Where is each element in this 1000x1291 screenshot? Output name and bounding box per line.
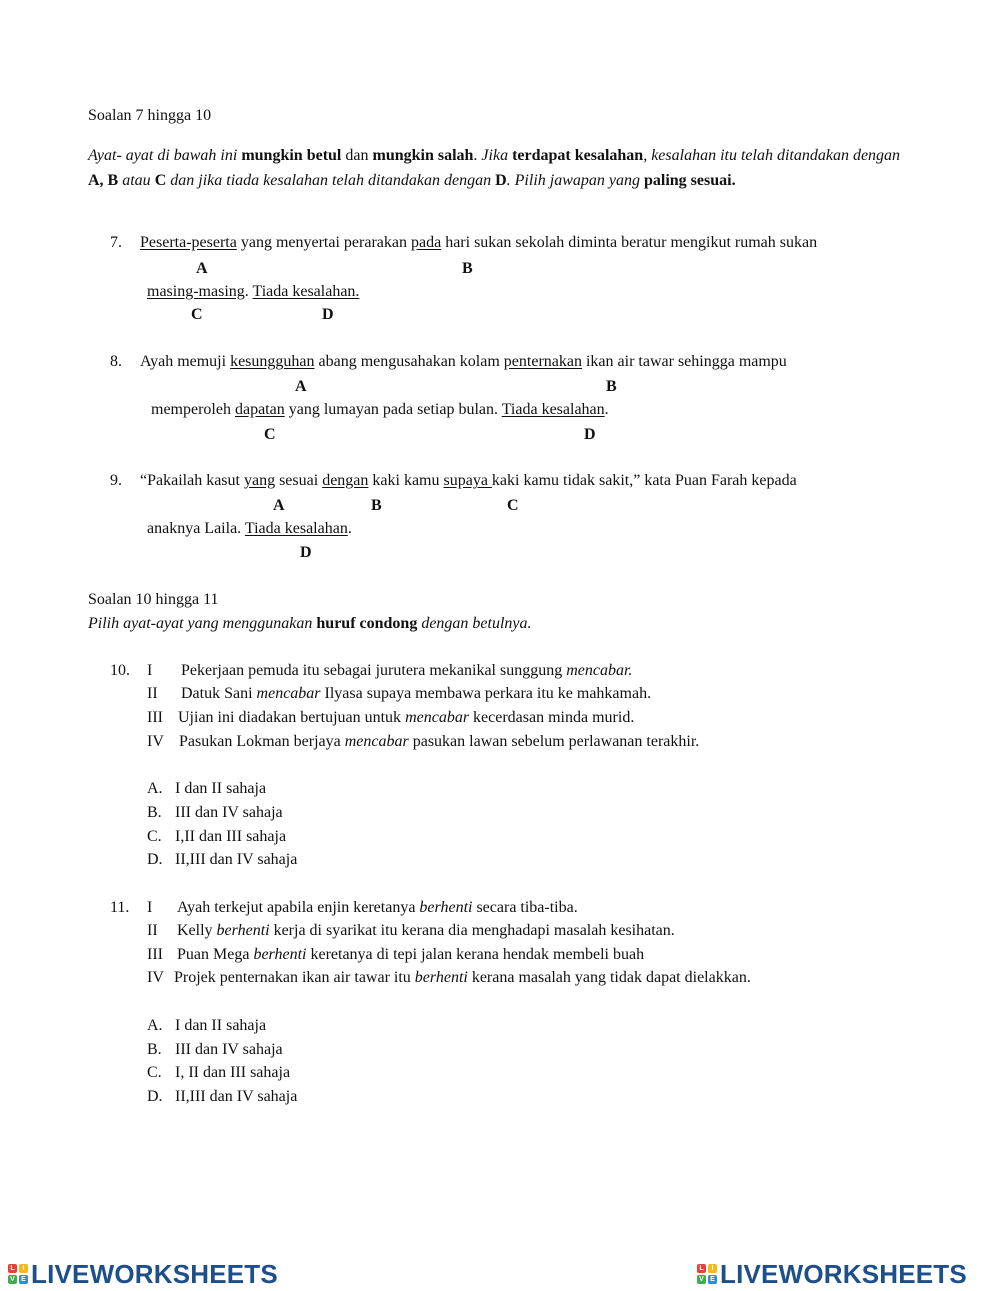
- section-heading-1: Soalan 7 hingga 10: [88, 107, 212, 124]
- option-c-text: masing-masing: [147, 283, 245, 300]
- question-number: 7.: [110, 234, 122, 251]
- option-a-text: yang: [243, 472, 276, 489]
- brand-name: LIVEWORKSHEETS: [720, 1258, 967, 1289]
- instructions-2: Pilih ayat-ayat yang menggunakan huruf condong dengan betulnya.: [88, 615, 532, 632]
- label-a: A: [295, 378, 307, 395]
- answer-option-d[interactable]: D. II,III dan IV sahaja: [147, 851, 298, 868]
- liveworksheets-logo-icon: L I V E: [8, 1264, 28, 1284]
- instructions-1: Ayat- ayat di bawah ini mungkin betul dan mungkin salah. Jika terdapat kesalahan, kesalahan itu telah ditandakan dengan A, B atau C dan jika tiada kesalahan telah ditandakan dengan D. Pilih jawapan yang paling sesuai.: [88, 147, 901, 189]
- answer-option-a[interactable]: A. I dan II sahaja: [147, 780, 267, 797]
- question-number: 9.: [110, 472, 122, 489]
- option-a-text: Peserta-peserta: [140, 234, 237, 251]
- statement-row: III Puan Mega berhenti keretanya di tepi jalan kerana hendak membeli buah: [147, 946, 645, 963]
- label-d: D: [322, 306, 334, 323]
- answer-option-c[interactable]: C. I, II dan III sahaja: [147, 1064, 291, 1081]
- statement-row: I Pekerjaan pemuda itu sebagai jurutera mekanikal sunggung mencabar.: [147, 662, 633, 679]
- question-8-line-2: memperoleh dapatan yang lumayan pada setiap bulan. Tiada kesalahan.: [151, 401, 609, 418]
- label-b: B: [606, 378, 617, 395]
- section-heading-2: Soalan 10 hingga 11: [88, 591, 219, 608]
- statement-row: II Kelly berhenti kerja di syarikat itu kerana dia menghadapi masalah kesihatan.: [147, 922, 675, 939]
- option-d-text: Tiada kesalahan: [244, 520, 348, 537]
- label-b: B: [371, 497, 382, 514]
- question-7-line-2: masing-masing. Tiada kesalahan.: [147, 283, 360, 300]
- liveworksheets-logo-right: [697, 1260, 967, 1288]
- label-c: C: [191, 306, 203, 323]
- answer-option-c[interactable]: C. I,II dan III sahaja: [147, 828, 287, 845]
- question-9-line-1: “Pakailah kasut yang sesuai dengan kaki kamu supaya kaki kamu tidak sakit,” kata Puan Farah kepada: [140, 472, 797, 489]
- question-number: 8.: [110, 353, 122, 370]
- label-d: D: [584, 426, 596, 443]
- label-d: D: [300, 544, 312, 561]
- label-a: A: [273, 497, 285, 514]
- option-d-text: Tiada kesalahan.: [252, 283, 360, 300]
- liveworksheets-logo-left: [8, 1260, 278, 1288]
- label-b: B: [462, 260, 473, 277]
- answer-option-b[interactable]: B. III dan IV sahaja: [147, 804, 283, 821]
- question-8-line-1: Ayah memuji kesungguhan abang mengusahakan kolam penternakan ikan air tawar sehingga mampu: [140, 353, 787, 370]
- brand-name: LIVEWORKSHEETS: [31, 1258, 278, 1289]
- option-b-text: pada: [410, 234, 442, 251]
- statement-row: II Datuk Sani mencabar Ilyasa supaya membawa perkara itu ke mahkamah.: [147, 685, 652, 702]
- label-c: C: [507, 497, 519, 514]
- option-c-text: dapatan: [234, 401, 285, 418]
- label-c: C: [264, 426, 276, 443]
- answer-option-d[interactable]: D. II,III dan IV sahaja: [147, 1088, 298, 1105]
- label-a: A: [196, 260, 208, 277]
- question-number: 10.: [110, 662, 130, 679]
- question-9-line-2: anaknya Laila. Tiada kesalahan.: [147, 520, 352, 537]
- statement-row: III Ujian ini diadakan bertujuan untuk mencabar kecerdasan minda murid.: [147, 709, 635, 726]
- option-b-text: penternakan: [503, 353, 582, 370]
- question-number: 11.: [110, 899, 130, 916]
- answer-option-a[interactable]: A. I dan II sahaja: [147, 1017, 267, 1034]
- option-b-text: dengan: [322, 472, 369, 489]
- option-c-text: supaya: [443, 472, 492, 489]
- question-7-line-1: Peserta-peserta yang menyertai perarakan pada hari sukan sekolah diminta beratur mengikut rumah sukan: [140, 234, 818, 251]
- statement-row: I Ayah terkejut apabila enjin keretanya berhenti secara tiba-tiba.: [147, 899, 578, 916]
- statement-row: IV Pasukan Lokman berjaya mencabar pasukan lawan sebelum perlawanan terakhir.: [147, 733, 700, 750]
- statement-row: IV Projek penternakan ikan air tawar itu berhenti kerana masalah yang tidak dapat dielakkan.: [147, 969, 751, 986]
- option-d-text: Tiada kesalahan: [501, 401, 605, 418]
- answer-option-b[interactable]: B. III dan IV sahaja: [147, 1041, 283, 1058]
- option-a-text: kesungguhan: [230, 353, 315, 370]
- liveworksheets-logo-icon: L I V E: [697, 1264, 717, 1284]
